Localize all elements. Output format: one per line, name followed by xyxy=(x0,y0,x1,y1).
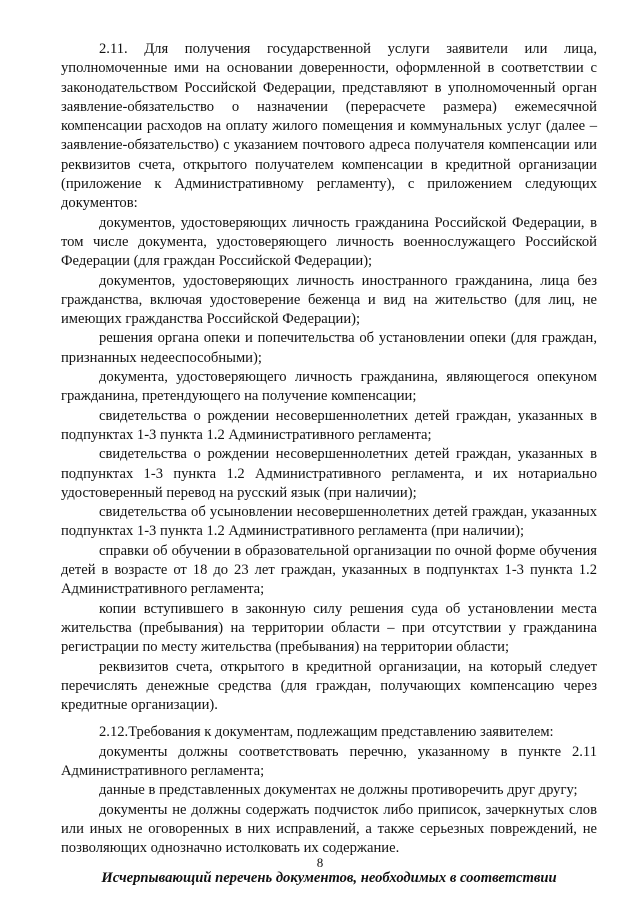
paragraph-2-11: 2.11. Для получения государственной услуги заявители или лица, уполномоченные ими на основании доверенности, оформленной в соответствии с законодательством Российской Федерации, представляют в уполномоченный орган заявление-обязательство о назначении (перерасчете размера) ежемесячной компенсации расходов на оплату жилого помещения и коммунальных услуг (далее – заявление-обязательство) с указанием почтового адреса получателя компенсации или реквизитов счета, открытого получателем компенсации в кредитной организации (приложение к Административному регламенту), с приложением следующих документов: xyxy=(61,41,597,212)
list-item: документы должны соответствовать перечню, указанному в пункте 2.11 Административного регламента; xyxy=(61,743,597,779)
list-item: документов, удостоверяющих личность иностранного гражданина, лица без гражданства, включая удостоверение беженца и вид на жительство (для лиц, не имеющих гражданства Российской Федерации); xyxy=(61,272,597,328)
list-item: решения органа опеки и попечительства об установлении опеки (для граждан, признанных недееспособными); xyxy=(61,330,597,366)
list-item: свидетельства о рождении несовершеннолетних детей граждан, указанных в подпунктах 1-3 пункта 1.2 Административного регламента; xyxy=(61,407,597,443)
page-number: 8 xyxy=(316,855,324,870)
list-item: документов, удостоверяющих личность гражданина Российской Федерации, в том числе документа, удостоверяющего личность военнослужащего Российской Федерации (для граждан Российской Федерации); xyxy=(61,214,597,270)
list-item: реквизитов счета, открытого в кредитной организации, на который следует перечислять денежные средства (для граждан, получающих компенсацию через кредитные организации). xyxy=(61,658,597,714)
list-item: данные в представленных документах не должны противоречить друг другу; xyxy=(99,782,578,799)
paragraph-2-12: 2.12.Требования к документам, подлежащим представлению заявителем: xyxy=(99,724,554,741)
list-item: копии вступившего в законную силу решения суда об установлении места жительства (пребывания) на территории области – при отсутствии у гражданина регистрации по месту жительства (пребывания) на территории области; xyxy=(61,600,597,656)
section-heading: Исчерпывающий перечень документов, необходимых в соответствии xyxy=(101,870,557,887)
list-item: документы не должны содержать подчисток либо приписок, зачеркнутых слов или иных не оговоренных в них исправлений, а также серьезных повреждений, не позволяющих однозначно истолковать их содержание. xyxy=(61,801,597,857)
document-page xyxy=(61,40,597,889)
list-item: свидетельства о рождении несовершеннолетних детей граждан, указанных в подпунктах 1-3 пункта 1.2 Административного регламента, и их нотариально удостоверенный перевод на русский язык (при наличии); xyxy=(61,446,597,501)
list-item: свидетельства об усыновлении несовершеннолетних детей граждан, указанных подпунктах 1-3 пункта 1.2 Административного регламента (при наличии); xyxy=(61,504,597,540)
list-item: документа, удостоверяющего личность гражданина, являющегося опекуном гражданина, претендующего на получение компенсации; xyxy=(61,369,597,405)
list-item: справки об обучении в образовательной организации по очной форме обучения детей в возрасте от 18 до 23 лет граждан, указанных в подпунктах 1-3 пункта 1.2 Административного регламента; xyxy=(61,542,597,598)
